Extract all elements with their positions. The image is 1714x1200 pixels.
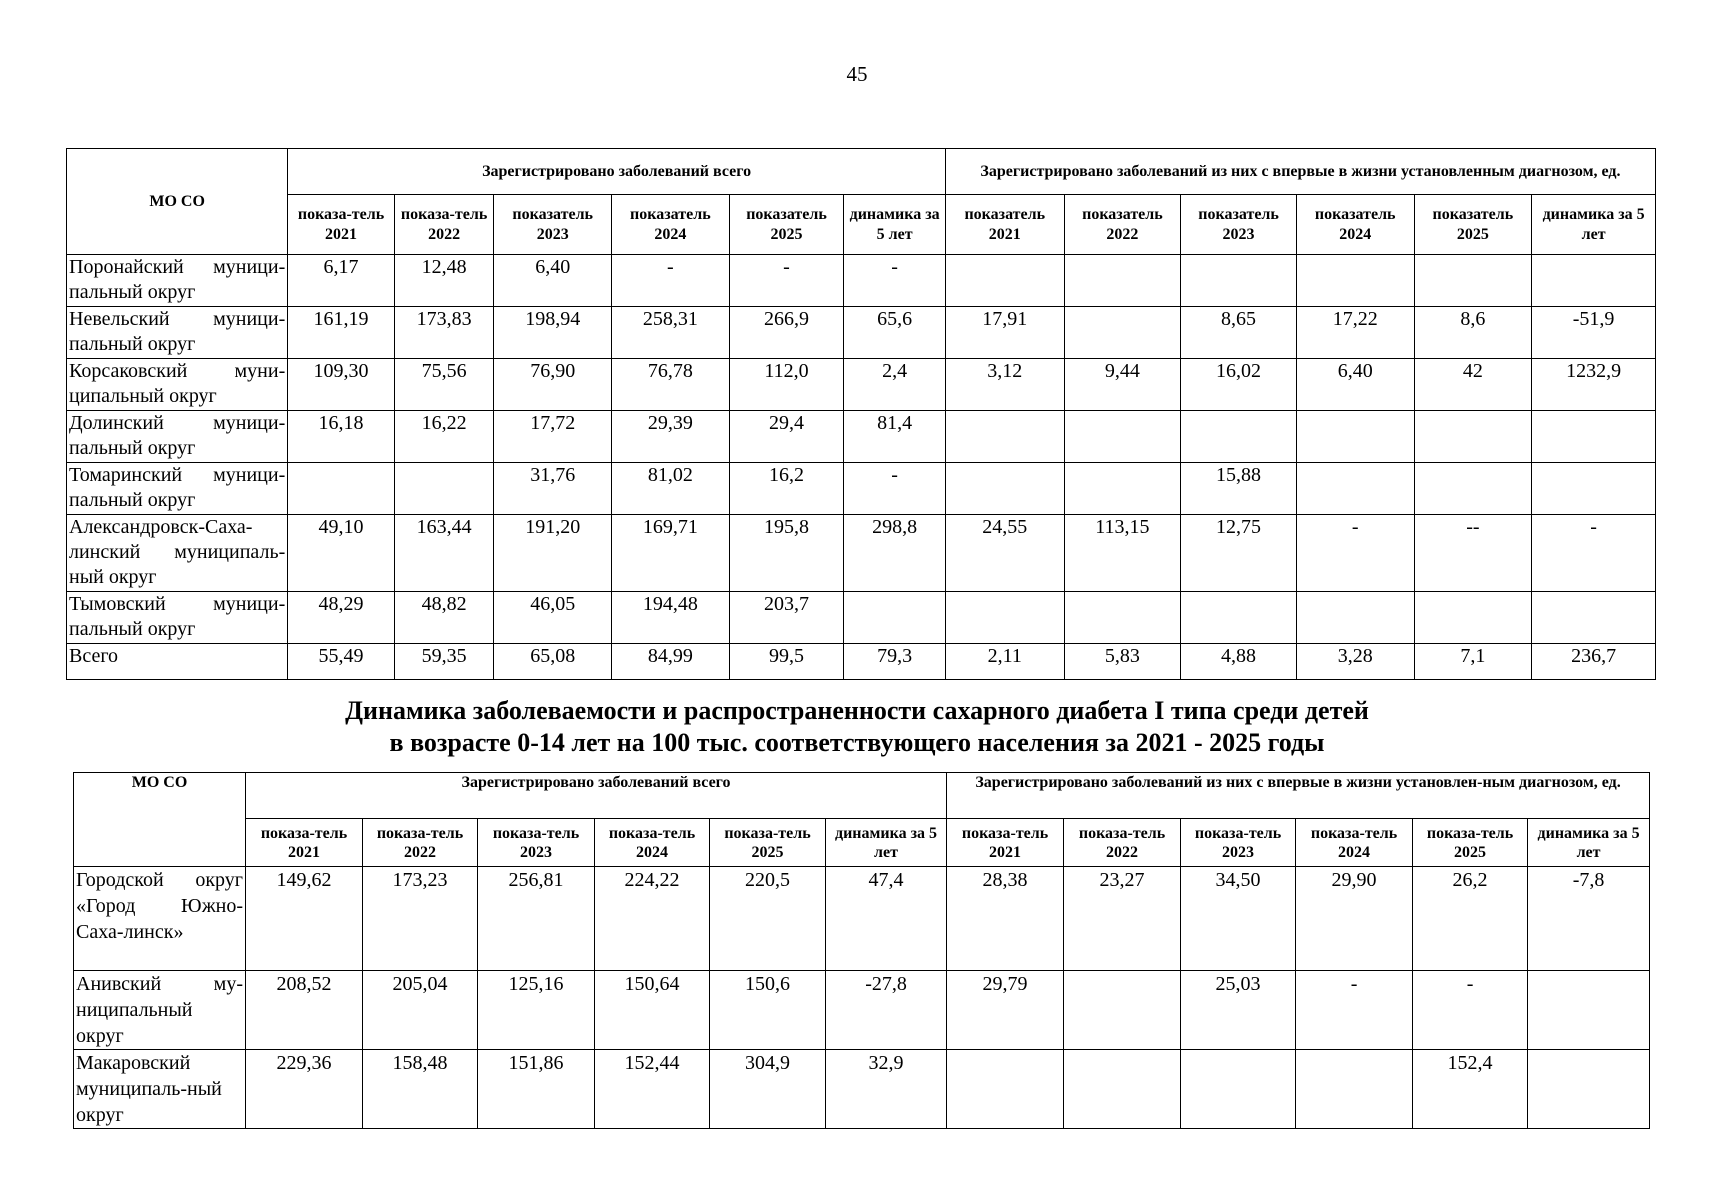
mo-header: МО СО [74, 773, 246, 867]
column-header: показа-тель 2022 [1064, 819, 1181, 867]
table-cell [1532, 592, 1656, 644]
table-cell: - [844, 463, 946, 515]
table-cell: 8,6 [1414, 307, 1532, 359]
table-cell: 158,48 [363, 1050, 478, 1129]
table-cell [945, 592, 1064, 644]
table-cell: 3,12 [945, 359, 1064, 411]
table-cell [288, 463, 395, 515]
table-cell: 150,6 [710, 971, 826, 1050]
column-header: показатель 2022 [1064, 195, 1181, 255]
table-cell: - [612, 255, 730, 307]
row-name: Долинский муници-пальный округ [67, 411, 288, 463]
table-cell: 152,4 [1413, 1050, 1528, 1129]
column-header: показатель 2024 [612, 195, 730, 255]
row-name: Поронайский муници-пальный округ [67, 255, 288, 307]
table-cell: 16,02 [1181, 359, 1297, 411]
table-cell: - [729, 255, 844, 307]
column-header: показа-тель 2024 [595, 819, 710, 867]
table-cell: 75,56 [394, 359, 494, 411]
table-cell: - [1296, 971, 1413, 1050]
table-cell: 47,4 [826, 867, 947, 971]
table-cell: 17,91 [945, 307, 1064, 359]
table-cell [1064, 307, 1181, 359]
heading-line-2: в возрасте 0-14 лет на 100 тыс. соответствующего населения за 2021 - 2025 годы [389, 728, 1325, 757]
table-cell: 15,88 [1181, 463, 1297, 515]
table-cell: -27,8 [826, 971, 947, 1050]
table-cell [947, 1050, 1064, 1129]
table-cell: 169,71 [612, 515, 730, 592]
table-cell: 79,3 [844, 644, 946, 680]
table-cell: 173,83 [394, 307, 494, 359]
table-cell: 1232,9 [1532, 359, 1656, 411]
column-header: динамика за 5 лет [844, 195, 946, 255]
section-heading [0, 695, 1714, 759]
table-cell: 152,44 [595, 1050, 710, 1129]
table-cell: 112,0 [729, 359, 844, 411]
table-cell [1296, 463, 1414, 515]
table-cell: 4,88 [1181, 644, 1297, 680]
table-cell: 29,79 [947, 971, 1064, 1050]
table-cell: 194,48 [612, 592, 730, 644]
group-header-total: Зарегистрировано заболеваний всего [246, 773, 947, 819]
column-header: показа-тель 2022 [363, 819, 478, 867]
table-cell [1532, 255, 1656, 307]
column-header: показа-тель 2025 [1413, 819, 1528, 867]
row-name: Всего [67, 644, 288, 680]
table-row [67, 515, 1656, 592]
table-cell: 163,44 [394, 515, 494, 592]
table-row [74, 867, 1650, 971]
table-cell: 99,5 [729, 644, 844, 680]
table-cell [394, 463, 494, 515]
mo-header: МО СО [67, 149, 288, 255]
table-cell [1296, 411, 1414, 463]
table-cell [1064, 255, 1181, 307]
table-cell: 7,1 [1414, 644, 1532, 680]
table-cell: 65,08 [494, 644, 612, 680]
table-cell: 298,8 [844, 515, 946, 592]
table-cell [1414, 463, 1532, 515]
table-cell: 12,75 [1181, 515, 1297, 592]
table-cell [1414, 411, 1532, 463]
table-row [67, 255, 1656, 307]
row-name: Невельский муници-пальный округ [67, 307, 288, 359]
table-cell: 3,28 [1296, 644, 1414, 680]
table-cell: 304,9 [710, 1050, 826, 1129]
column-header: показа-тель 2023 [478, 819, 595, 867]
table-cell: 16,18 [288, 411, 395, 463]
heading-line-1: Динамика заболеваемости и распространенности сахарного диабета I типа среди детей [345, 696, 1369, 725]
table-cell [945, 411, 1064, 463]
table-cell: 48,29 [288, 592, 395, 644]
table-cell: 26,2 [1413, 867, 1528, 971]
table-cell: 2,4 [844, 359, 946, 411]
table-cell: 224,22 [595, 867, 710, 971]
table-cell: 34,50 [1181, 867, 1296, 971]
table-cell: -7,8 [1528, 867, 1650, 971]
table-cell: 125,16 [478, 971, 595, 1050]
table-cell [1064, 1050, 1181, 1129]
table-cell: 24,55 [945, 515, 1064, 592]
table-cell [1064, 592, 1181, 644]
table-row [67, 359, 1656, 411]
table-cell [945, 255, 1064, 307]
column-header: показа-тель 2021 [288, 195, 395, 255]
table-cell: 149,62 [246, 867, 363, 971]
table-row [67, 644, 1656, 680]
table-cell: 65,6 [844, 307, 946, 359]
column-header: динамика за 5 лет [1528, 819, 1650, 867]
table-cell: 9,44 [1064, 359, 1181, 411]
column-header: показатель 2025 [729, 195, 844, 255]
table-cell [1296, 255, 1414, 307]
table-cell: 17,72 [494, 411, 612, 463]
column-header: показатель 2023 [494, 195, 612, 255]
table-cell: 32,9 [826, 1050, 947, 1129]
table-cell: 195,8 [729, 515, 844, 592]
table-cell: 266,9 [729, 307, 844, 359]
column-header: показа-тель 2023 [1181, 819, 1296, 867]
table-cell [1528, 1050, 1650, 1129]
table-row [74, 971, 1650, 1050]
table-cell [1181, 1050, 1296, 1129]
table-cell: - [1296, 515, 1414, 592]
column-header: показа-тель 2024 [1296, 819, 1413, 867]
table-cell: 48,82 [394, 592, 494, 644]
row-name: Тымовский муници-пальный округ [67, 592, 288, 644]
page-number: 45 [846, 62, 868, 86]
column-header: показатель 2021 [945, 195, 1064, 255]
table-cell [844, 592, 946, 644]
table-cell: 17,22 [1296, 307, 1414, 359]
table-cell: - [1532, 515, 1656, 592]
table-cell: 76,90 [494, 359, 612, 411]
column-header: показа-тель 2025 [710, 819, 826, 867]
table-row [67, 592, 1656, 644]
table-cell: 23,27 [1064, 867, 1181, 971]
table-cell [1064, 411, 1181, 463]
table-cell: 59,35 [394, 644, 494, 680]
table-cell: 25,03 [1181, 971, 1296, 1050]
table-cell: 6,40 [494, 255, 612, 307]
table-cell: 161,19 [288, 307, 395, 359]
table-cell: -- [1414, 515, 1532, 592]
table-cell: 6,40 [1296, 359, 1414, 411]
row-name: Городской округ «Город Южно-Саха-линск» [74, 867, 246, 971]
table-cell [1414, 592, 1532, 644]
row-name: Макаровский муниципаль-ный округ [74, 1050, 246, 1129]
table-cell: 191,20 [494, 515, 612, 592]
table-cell: 29,90 [1296, 867, 1413, 971]
table-cell: 29,39 [612, 411, 730, 463]
table-cell: 256,81 [478, 867, 595, 971]
table-cell: 55,49 [288, 644, 395, 680]
table-row [67, 463, 1656, 515]
row-name: Александровск-Саха-линский муниципаль-ный округ [67, 515, 288, 592]
column-header: динамика за 5 лет [1532, 195, 1656, 255]
table-cell: 151,86 [478, 1050, 595, 1129]
table-cell: 12,48 [394, 255, 494, 307]
table-cell: 46,05 [494, 592, 612, 644]
column-header: динамика за 5 лет [826, 819, 947, 867]
table-cell: 8,65 [1181, 307, 1297, 359]
table-row [67, 411, 1656, 463]
table-cell: 81,02 [612, 463, 730, 515]
table-cell [1532, 411, 1656, 463]
table-cell: 198,94 [494, 307, 612, 359]
row-name: Томаринский муници-пальный округ [67, 463, 288, 515]
table-cell: 220,5 [710, 867, 826, 971]
column-header: показатель 2025 [1414, 195, 1532, 255]
group-header-first-diagnosed: Зарегистрировано заболеваний из них с впервые в жизни установлен-ным диагнозом, ед. [947, 773, 1650, 819]
table-cell [1064, 971, 1181, 1050]
column-header: показатель 2024 [1296, 195, 1414, 255]
table-cell: 109,30 [288, 359, 395, 411]
row-name: Корсаковский муни-ципальный округ [67, 359, 288, 411]
table-cell: 173,23 [363, 867, 478, 971]
column-header: показа-тель 2021 [246, 819, 363, 867]
column-header: показа-тель 2021 [947, 819, 1064, 867]
table-cell: 229,36 [246, 1050, 363, 1129]
table-cell: 113,15 [1064, 515, 1181, 592]
table-registered-diseases-1 [66, 148, 1656, 680]
group-header-first-diagnosed: Зарегистрировано заболеваний из них с впервые в жизни установленным диагнозом, ед. [945, 149, 1655, 195]
table-cell [1414, 255, 1532, 307]
table-cell [1296, 592, 1414, 644]
table-cell: - [1413, 971, 1528, 1050]
table-row [67, 307, 1656, 359]
table-cell: 203,7 [729, 592, 844, 644]
table-cell: 81,4 [844, 411, 946, 463]
table-cell: 29,4 [729, 411, 844, 463]
table-cell: 16,22 [394, 411, 494, 463]
group-header-total: Зарегистрировано заболеваний всего [288, 149, 946, 195]
table-cell: 150,64 [595, 971, 710, 1050]
table-cell [945, 463, 1064, 515]
table-registered-diseases-2 [73, 772, 1650, 1129]
table-cell [1181, 411, 1297, 463]
table-cell: 31,76 [494, 463, 612, 515]
table-cell: 2,11 [945, 644, 1064, 680]
table-cell [1181, 255, 1297, 307]
table-cell: 5,83 [1064, 644, 1181, 680]
table-cell: 28,38 [947, 867, 1064, 971]
table-cell [1528, 971, 1650, 1050]
table-cell: -51,9 [1532, 307, 1656, 359]
row-name: Анивский му-ниципальный округ [74, 971, 246, 1050]
table-cell: - [844, 255, 946, 307]
column-header: показатель 2023 [1181, 195, 1297, 255]
table-cell: 258,31 [612, 307, 730, 359]
table-row [74, 1050, 1650, 1129]
table-cell [1296, 1050, 1413, 1129]
table-cell: 6,17 [288, 255, 395, 307]
table-cell: 76,78 [612, 359, 730, 411]
table-cell: 16,2 [729, 463, 844, 515]
table-cell [1532, 463, 1656, 515]
table-cell: 205,04 [363, 971, 478, 1050]
table-cell: 42 [1414, 359, 1532, 411]
table-cell: 84,99 [612, 644, 730, 680]
table-cell: 49,10 [288, 515, 395, 592]
table-cell: 236,7 [1532, 644, 1656, 680]
column-header: показа-тель 2022 [394, 195, 494, 255]
table-cell [1181, 592, 1297, 644]
table-cell: 208,52 [246, 971, 363, 1050]
table-cell [1064, 463, 1181, 515]
